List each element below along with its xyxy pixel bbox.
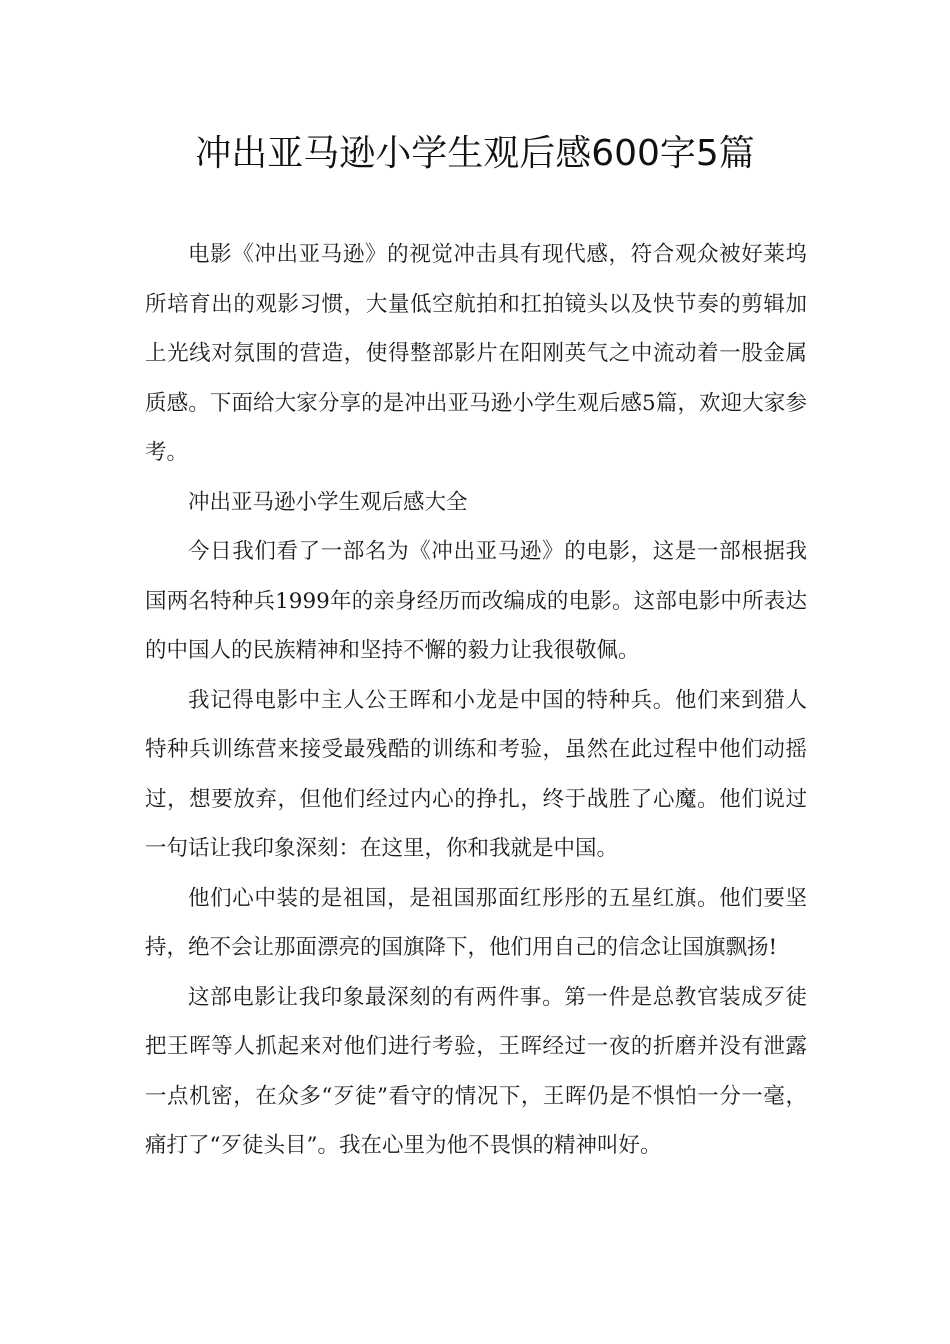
body-paragraph: 我记得电影中主人公王晖和小龙是中国的特种兵。他们来到猎人特种兵训练营来接受最残酷的训练和考验，虽然在此过程中他们动摇过，想要放弃，但他们经过内心的挣扎，终于战胜了心魔。他们说过一句话让我印象深刻：在这里，你和我就是中国。 <box>145 687 807 861</box>
body-paragraph: 今日我们看了一部名为《冲出亚马逊》的电影，这是一部根据我国两名特种兵1999年的亲身经历而改编成的电影。这部电影中所表达的中国人的民族精神和坚持不懈的毅力让我很敬佩。 <box>145 539 807 663</box>
body-paragraph: 这部电影让我印象最深刻的有两件事。第一件是总教官装成歹徒把王晖等人抓起来对他们进行考验，王晖经过一夜的折磨并没有泄露一点机密，在众多“歹徒”看守的情况下，王晖仍是不惧怕一分一毫，痛打了“歹徒头目”。我在心里为他不畏惧的精神叫好。 <box>145 984 807 1158</box>
document-title: 冲出亚马逊小学生观后感600字5篇 <box>195 133 755 174</box>
body-paragraph: 他们心中装的是祖国，是祖国那面红彤彤的五星红旗。他们要坚持，绝不会让那面漂亮的国旗降下，他们用自己的信念让国旗飘扬! <box>145 885 807 960</box>
intro-paragraph: 电影《冲出亚马逊》的视觉冲击具有现代感，符合观众被好莱坞所培育出的观影习惯，大量低空航拍和扛拍镜头以及快节奏的剪辑加上光线对氛围的营造，使得整部影片在阳刚英气之中流动着一股金属质感。下面给大家分享的是冲出亚马逊小学生观后感5篇，欢迎大家参考。 <box>145 242 807 465</box>
document-body <box>145 230 807 1171</box>
section-heading: 冲出亚马逊小学生观后感大全 <box>188 489 468 515</box>
